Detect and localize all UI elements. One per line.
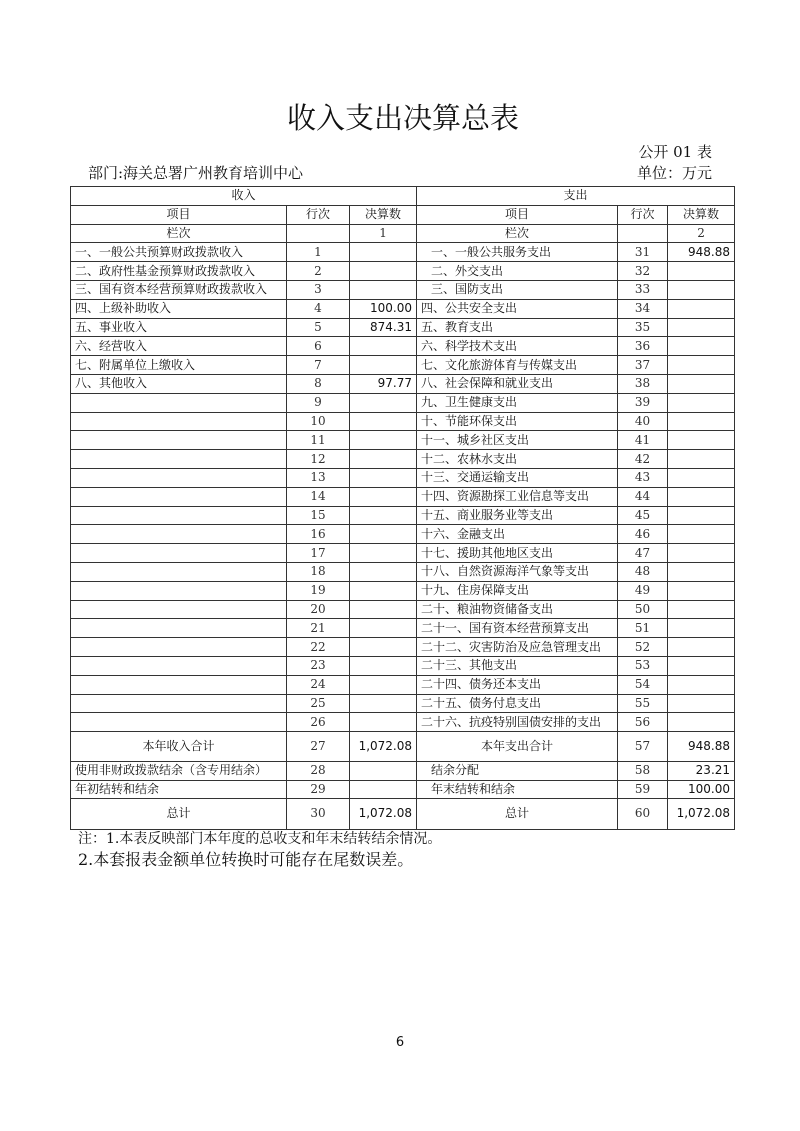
income-grand-total-amount: 1,072.08 xyxy=(350,798,417,829)
table-row xyxy=(71,280,735,299)
income-item-cell xyxy=(71,431,287,450)
income-amount-cell xyxy=(350,506,417,525)
income-line-cell: 4 xyxy=(287,299,350,318)
income-item-cell: 三、国有资本经营预算财政拨款收入 xyxy=(71,280,287,299)
table-row xyxy=(71,581,735,600)
expense-amount-cell xyxy=(668,318,735,337)
expense-line-header: 行次 xyxy=(618,205,668,224)
expense-line-cell: 45 xyxy=(618,506,668,525)
income-total-amount: 1,072.08 xyxy=(350,732,417,762)
table-row xyxy=(71,318,735,337)
income-line-cell: 25 xyxy=(287,694,350,713)
income-line-cell: 8 xyxy=(287,374,350,393)
income-header: 收入 xyxy=(71,187,417,206)
expense-amount-cell xyxy=(668,487,735,506)
expense-line-cell: 46 xyxy=(618,525,668,544)
expense-header: 支出 xyxy=(417,187,735,206)
expense-amount-cell xyxy=(668,525,735,544)
income-amount-cell xyxy=(350,431,417,450)
income-line-cell: 19 xyxy=(287,581,350,600)
income-item-cell xyxy=(71,468,287,487)
expense-amount-cell xyxy=(668,619,735,638)
table-row xyxy=(71,431,735,450)
income-line-cell: 11 xyxy=(287,431,350,450)
unit-label: 单位：万元 xyxy=(636,164,712,182)
income-line-cell: 1 xyxy=(287,243,350,262)
expense-line-cell: 58 xyxy=(618,762,668,780)
expense-item-cell: 二十三、其他支出 xyxy=(417,656,618,675)
income-amount-cell xyxy=(350,468,417,487)
income-amount-cell xyxy=(350,619,417,638)
income-item-cell xyxy=(71,412,287,431)
income-line-cell: 28 xyxy=(287,762,350,780)
income-item-cell: 四、上级补助收入 xyxy=(71,299,287,318)
table-row xyxy=(71,762,735,780)
income-line-cell: 24 xyxy=(287,675,350,694)
expense-line-cell: 39 xyxy=(618,393,668,412)
income-item-cell xyxy=(71,694,287,713)
expense-line-cell: 41 xyxy=(618,431,668,450)
income-item-cell xyxy=(71,562,287,581)
expense-item-cell: 十五、商业服务业等支出 xyxy=(417,506,618,525)
income-amount-cell xyxy=(350,600,417,619)
expense-amount-cell: 23.21 xyxy=(668,762,735,780)
income-expense-table xyxy=(70,186,735,830)
income-line-cell: 10 xyxy=(287,412,350,431)
column-index-row xyxy=(71,224,735,243)
expense-line-cell: 35 xyxy=(618,318,668,337)
income-amount-cell: 100.00 xyxy=(350,299,417,318)
income-item-cell: 五、事业收入 xyxy=(71,318,287,337)
income-amount-cell xyxy=(350,780,417,798)
table-row xyxy=(71,525,735,544)
expense-item-cell: 十七、援助其他地区支出 xyxy=(417,544,618,563)
income-amount-cell xyxy=(350,280,417,299)
expense-item-cell: 十六、金融支出 xyxy=(417,525,618,544)
income-line-cell: 29 xyxy=(287,780,350,798)
footnote-1: 注：1.本表反映部门本年度的总收支和年末结转结余情况。 xyxy=(78,831,442,847)
expense-line-cell: 33 xyxy=(618,280,668,299)
expense-amount-cell xyxy=(668,299,735,318)
table-row xyxy=(71,412,735,431)
income-line-cell: 14 xyxy=(287,487,350,506)
expense-amount-cell xyxy=(668,337,735,356)
expense-amount-cell xyxy=(668,393,735,412)
expense-line-cell: 36 xyxy=(618,337,668,356)
income-line-cell: 17 xyxy=(287,544,350,563)
income-line-header: 行次 xyxy=(287,205,350,224)
income-line-cell: 6 xyxy=(287,337,350,356)
income-line-cell: 5 xyxy=(287,318,350,337)
expense-line-cell: 42 xyxy=(618,450,668,469)
footnote-2: 2.本套报表金额单位转换时可能存在尾数误差。 xyxy=(78,850,414,869)
expense-item-cell: 六、科学技术支出 xyxy=(417,337,618,356)
income-item-cell xyxy=(71,450,287,469)
expense-amount-cell xyxy=(668,280,735,299)
income-item-cell: 八、其他收入 xyxy=(71,374,287,393)
income-line-cell: 13 xyxy=(287,468,350,487)
income-line-cell: 2 xyxy=(287,262,350,281)
expense-amount-header: 决算数 xyxy=(668,205,735,224)
income-item-cell xyxy=(71,544,287,563)
expense-item-cell: 八、社会保障和就业支出 xyxy=(417,374,618,393)
expense-amount-cell xyxy=(668,581,735,600)
expense-column-no: 2 xyxy=(668,224,735,243)
income-line-cell: 27 xyxy=(287,732,350,762)
expense-line-cell: 31 xyxy=(618,243,668,262)
income-item-cell: 六、经营收入 xyxy=(71,337,287,356)
expense-item-cell: 二十、粮油物资储备支出 xyxy=(417,600,618,619)
page-title: 收入支出决算总表 xyxy=(286,101,519,135)
table-row xyxy=(71,600,735,619)
form-code: 公开 01 表 xyxy=(638,143,712,161)
table-row xyxy=(71,356,735,375)
income-line-cell: 26 xyxy=(287,713,350,732)
expense-line-cell: 60 xyxy=(618,798,668,829)
income-line-cell: 3 xyxy=(287,280,350,299)
expense-grand-total-amount: 1,072.08 xyxy=(668,798,735,829)
table-row xyxy=(71,393,735,412)
income-line-cell: 12 xyxy=(287,450,350,469)
expense-item-cell: 三、国防支出 xyxy=(417,280,618,299)
expense-line-cell: 32 xyxy=(618,262,668,281)
expense-item-cell: 十、节能环保支出 xyxy=(417,412,618,431)
expense-amount-cell xyxy=(668,450,735,469)
income-amount-cell xyxy=(350,581,417,600)
income-item-cell xyxy=(71,525,287,544)
expense-amount-cell xyxy=(668,431,735,450)
expense-line-cell: 50 xyxy=(618,600,668,619)
income-amount-cell xyxy=(350,544,417,563)
income-line-cell: 21 xyxy=(287,619,350,638)
income-item-cell xyxy=(71,487,287,506)
income-item-cell xyxy=(71,656,287,675)
expense-item-cell: 二十四、债务还本支出 xyxy=(417,675,618,694)
expense-amount-cell xyxy=(668,374,735,393)
income-amount-cell xyxy=(350,450,417,469)
income-line-cell: 16 xyxy=(287,525,350,544)
expense-item-cell: 十一、城乡社区支出 xyxy=(417,431,618,450)
expense-amount-cell xyxy=(668,694,735,713)
expense-amount-cell: 948.88 xyxy=(668,243,735,262)
income-amount-cell xyxy=(350,713,417,732)
expense-item-cell: 结余分配 xyxy=(417,762,618,780)
income-item-cell xyxy=(71,506,287,525)
expense-column-index-empty xyxy=(618,224,668,243)
income-amount-cell xyxy=(350,412,417,431)
expense-item-cell: 十四、资源勘探工业信息等支出 xyxy=(417,487,618,506)
table-row xyxy=(71,374,735,393)
table-row xyxy=(71,299,735,318)
income-amount-cell xyxy=(350,356,417,375)
table-row xyxy=(71,450,735,469)
income-line-cell: 18 xyxy=(287,562,350,581)
income-item-cell xyxy=(71,713,287,732)
income-amount-cell xyxy=(350,762,417,780)
expense-item-cell: 二十一、国有资本经营预算支出 xyxy=(417,619,618,638)
income-item-cell xyxy=(71,638,287,657)
expense-line-cell: 55 xyxy=(618,694,668,713)
income-item-cell xyxy=(71,600,287,619)
income-line-cell: 23 xyxy=(287,656,350,675)
table-row xyxy=(71,468,735,487)
expense-amount-cell xyxy=(668,638,735,657)
grand-total-row xyxy=(71,798,735,829)
table-row xyxy=(71,487,735,506)
expense-amount-cell xyxy=(668,262,735,281)
table-row xyxy=(71,675,735,694)
income-item-cell: 使用非财政拨款结余（含专用结余） xyxy=(71,762,287,780)
page-number: 6 xyxy=(395,1035,405,1050)
income-amount-cell xyxy=(350,525,417,544)
expense-amount-cell xyxy=(668,412,735,431)
table-row xyxy=(71,656,735,675)
expense-amount-cell: 100.00 xyxy=(668,780,735,798)
table-row xyxy=(71,638,735,657)
expense-amount-cell xyxy=(668,713,735,732)
income-amount-cell: 97.77 xyxy=(350,374,417,393)
expense-line-cell: 57 xyxy=(618,732,668,762)
table-row xyxy=(71,337,735,356)
expense-amount-cell xyxy=(668,562,735,581)
income-amount-cell xyxy=(350,337,417,356)
income-amount-cell xyxy=(350,656,417,675)
income-line-cell: 20 xyxy=(287,600,350,619)
expense-total-amount: 948.88 xyxy=(668,732,735,762)
income-amount-cell xyxy=(350,243,417,262)
expense-grand-total-label: 总计 xyxy=(417,798,618,829)
expense-item-cell: 五、教育支出 xyxy=(417,318,618,337)
income-item-cell: 年初结转和结余 xyxy=(71,780,287,798)
income-amount-cell: 874.31 xyxy=(350,318,417,337)
expense-line-cell: 48 xyxy=(618,562,668,581)
expense-amount-cell xyxy=(668,544,735,563)
income-amount-cell xyxy=(350,638,417,657)
table-header-row xyxy=(71,187,735,206)
income-column-no: 1 xyxy=(350,224,417,243)
subtotal-row xyxy=(71,732,735,762)
expense-total-label: 本年支出合计 xyxy=(417,732,618,762)
table-row xyxy=(71,243,735,262)
income-amount-cell xyxy=(350,675,417,694)
income-item-cell: 七、附属单位上缴收入 xyxy=(71,356,287,375)
table-row xyxy=(71,544,735,563)
expense-line-cell: 49 xyxy=(618,581,668,600)
table-row xyxy=(71,619,735,638)
expense-line-cell: 44 xyxy=(618,487,668,506)
income-column-index-label: 栏次 xyxy=(71,224,287,243)
income-line-cell: 15 xyxy=(287,506,350,525)
expense-line-cell: 47 xyxy=(618,544,668,563)
expense-item-cell: 七、文化旅游体育与传媒支出 xyxy=(417,356,618,375)
expense-amount-cell xyxy=(668,675,735,694)
income-item-header: 项目 xyxy=(71,205,287,224)
expense-line-cell: 38 xyxy=(618,374,668,393)
expense-item-cell: 十八、自然资源海洋气象等支出 xyxy=(417,562,618,581)
income-amount-cell xyxy=(350,487,417,506)
expense-item-cell: 十二、农林水支出 xyxy=(417,450,618,469)
income-item-cell: 一、一般公共预算财政拨款收入 xyxy=(71,243,287,262)
income-amount-cell xyxy=(350,694,417,713)
income-total-label: 本年收入合计 xyxy=(71,732,287,762)
table-row xyxy=(71,780,735,798)
expense-line-cell: 43 xyxy=(618,468,668,487)
income-line-cell: 22 xyxy=(287,638,350,657)
income-line-cell: 9 xyxy=(287,393,350,412)
income-grand-total-label: 总计 xyxy=(71,798,287,829)
expense-item-cell: 年末结转和结余 xyxy=(417,780,618,798)
expense-item-cell: 二十二、灾害防治及应急管理支出 xyxy=(417,638,618,657)
table-row xyxy=(71,506,735,525)
table-column-header-row xyxy=(71,205,735,224)
expense-amount-cell xyxy=(668,656,735,675)
expense-column-index-label: 栏次 xyxy=(417,224,618,243)
expense-item-cell: 四、公共安全支出 xyxy=(417,299,618,318)
table-row xyxy=(71,562,735,581)
expense-amount-cell xyxy=(668,506,735,525)
income-item-cell xyxy=(71,619,287,638)
expense-item-cell: 二十六、抗疫特别国债安排的支出 xyxy=(417,713,618,732)
expense-line-cell: 37 xyxy=(618,356,668,375)
expense-amount-cell xyxy=(668,468,735,487)
income-amount-cell xyxy=(350,562,417,581)
expense-line-cell: 56 xyxy=(618,713,668,732)
income-column-index-empty xyxy=(287,224,350,243)
income-amount-cell xyxy=(350,262,417,281)
expense-line-cell: 51 xyxy=(618,619,668,638)
table-row xyxy=(71,694,735,713)
expense-item-cell: 十九、住房保障支出 xyxy=(417,581,618,600)
income-line-cell: 7 xyxy=(287,356,350,375)
expense-item-cell: 九、卫生健康支出 xyxy=(417,393,618,412)
expense-item-cell: 二、外交支出 xyxy=(417,262,618,281)
table-row xyxy=(71,262,735,281)
expense-line-cell: 54 xyxy=(618,675,668,694)
department-label: 部门:海关总署广州教育培训中心 xyxy=(88,164,304,182)
expense-line-cell: 59 xyxy=(618,780,668,798)
income-item-cell: 二、政府性基金预算财政拨款收入 xyxy=(71,262,287,281)
expense-line-cell: 34 xyxy=(618,299,668,318)
income-item-cell xyxy=(71,581,287,600)
table-row xyxy=(71,713,735,732)
expense-item-cell: 一、一般公共服务支出 xyxy=(417,243,618,262)
expense-amount-cell xyxy=(668,356,735,375)
expense-line-cell: 52 xyxy=(618,638,668,657)
income-item-cell xyxy=(71,675,287,694)
income-item-cell xyxy=(71,393,287,412)
income-line-cell: 30 xyxy=(287,798,350,829)
expense-item-cell: 十三、交通运输支出 xyxy=(417,468,618,487)
income-amount-header: 决算数 xyxy=(350,205,417,224)
expense-item-cell: 二十五、债务付息支出 xyxy=(417,694,618,713)
expense-line-cell: 40 xyxy=(618,412,668,431)
income-amount-cell xyxy=(350,393,417,412)
expense-amount-cell xyxy=(668,600,735,619)
expense-item-header: 项目 xyxy=(417,205,618,224)
expense-line-cell: 53 xyxy=(618,656,668,675)
